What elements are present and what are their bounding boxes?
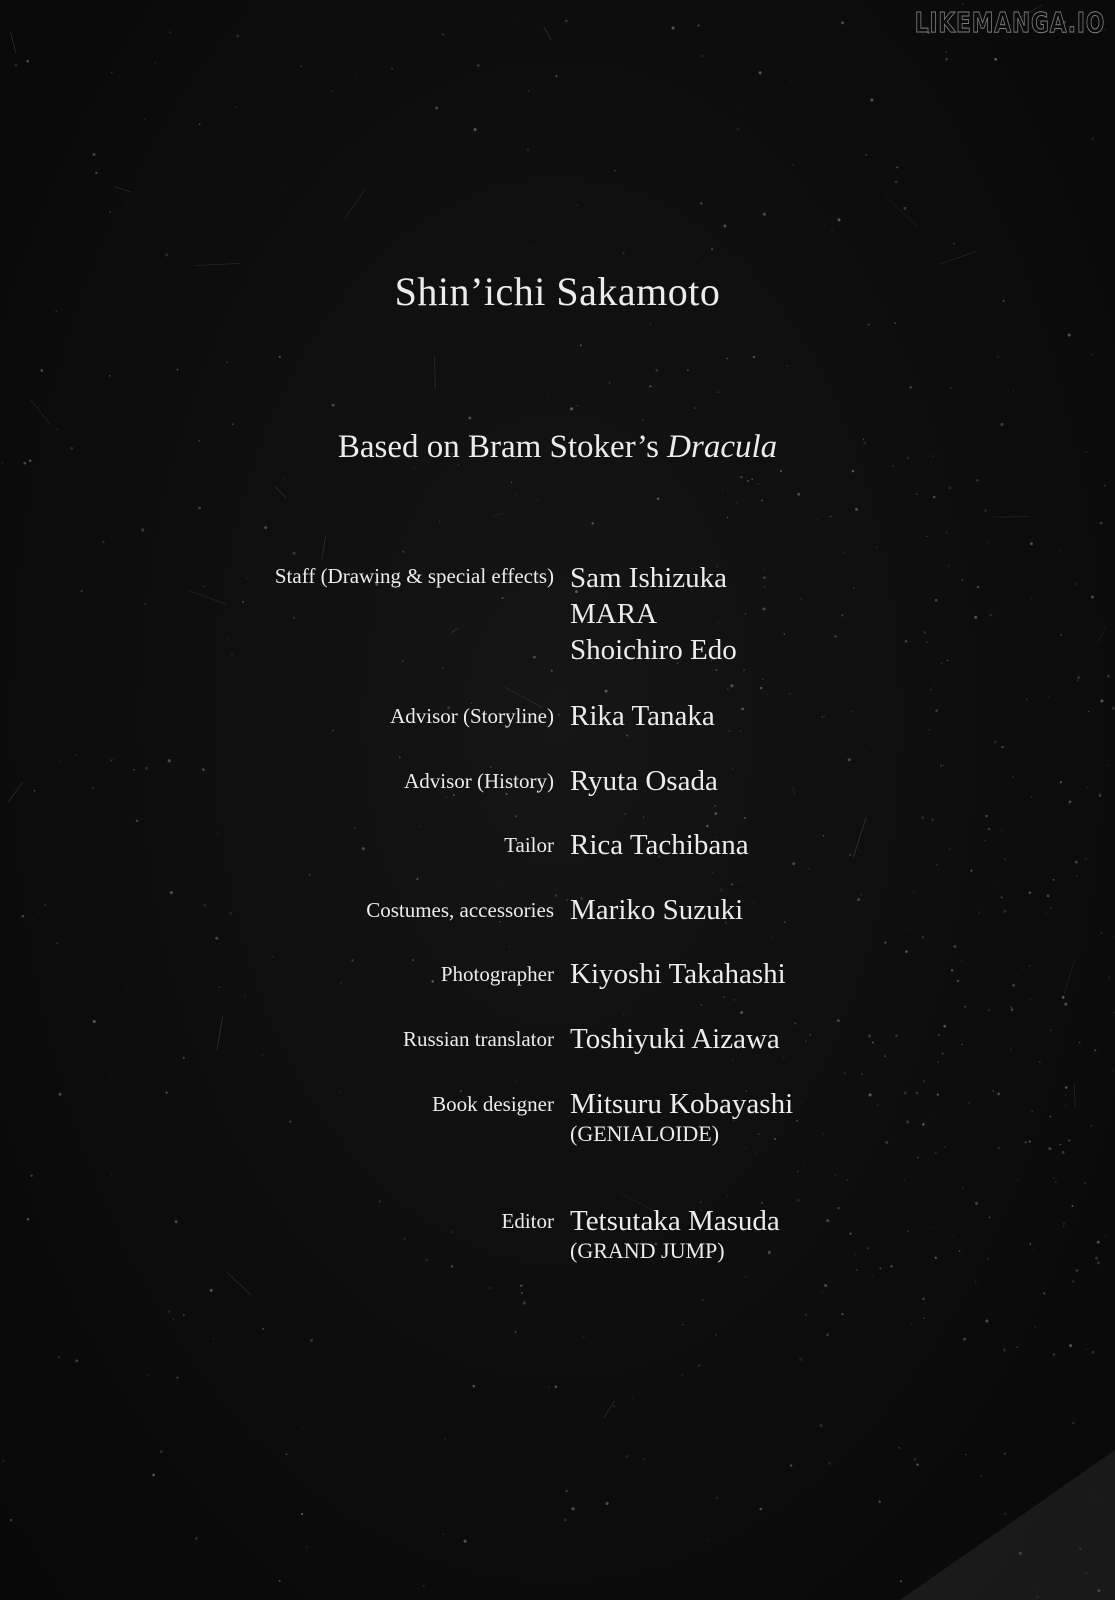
credit-role: Costumes, accessories [366,898,554,922]
author-name: Shin’ichi Sakamoto [394,269,721,314]
credit-names [570,763,718,799]
credit-names [570,1086,793,1146]
credit-name: MARA [570,598,658,630]
credit-name: Mariko Suzuki [570,894,744,926]
credit-names [570,560,737,668]
credit-name: Kiyoshi Takahashi [570,958,786,990]
credit-role: Tailor [504,833,554,857]
credit-role: Photographer [440,962,554,986]
credit-names [570,956,786,992]
credit-role: Russian translator [402,1027,554,1051]
credit-name: Toshiyuki Aizawa [570,1023,780,1055]
credit-role: Book designer [432,1092,554,1116]
credit-names [570,892,743,928]
credit-names [570,1021,780,1057]
credit-name: Sam Ishizuka [570,562,728,594]
based-on-prefix: Based on Bram Stoker’s [337,429,659,465]
credit-role: Advisor (Storyline) [390,704,554,728]
credit-name: Ryuta Osada [570,765,718,797]
credit-name: Shoichiro Edo [570,634,737,666]
credit-name: Mitsuru Kobayashi [570,1088,794,1120]
based-on-line [0,429,1115,466]
credit-role: Editor [501,1209,554,1233]
credit-affiliation: (GRAND JUMP) [570,1238,725,1263]
credit-name: Rika Tanaka [570,700,715,732]
watermark-logo: LIKEMANGA.IO [914,6,1105,39]
credit-name: Tetsutaka Masuda [570,1205,780,1237]
credit-name: Rica Tachibana [570,829,749,861]
credit-names [570,827,749,863]
credit-role: Staff (Drawing & special effects) [274,564,554,588]
credit-role: Advisor (History) [404,769,554,793]
credit-affiliation: (GENIALOIDE) [570,1121,720,1146]
credit-names [570,698,715,734]
credit-names [570,1203,780,1263]
work-title: Dracula [667,429,778,465]
